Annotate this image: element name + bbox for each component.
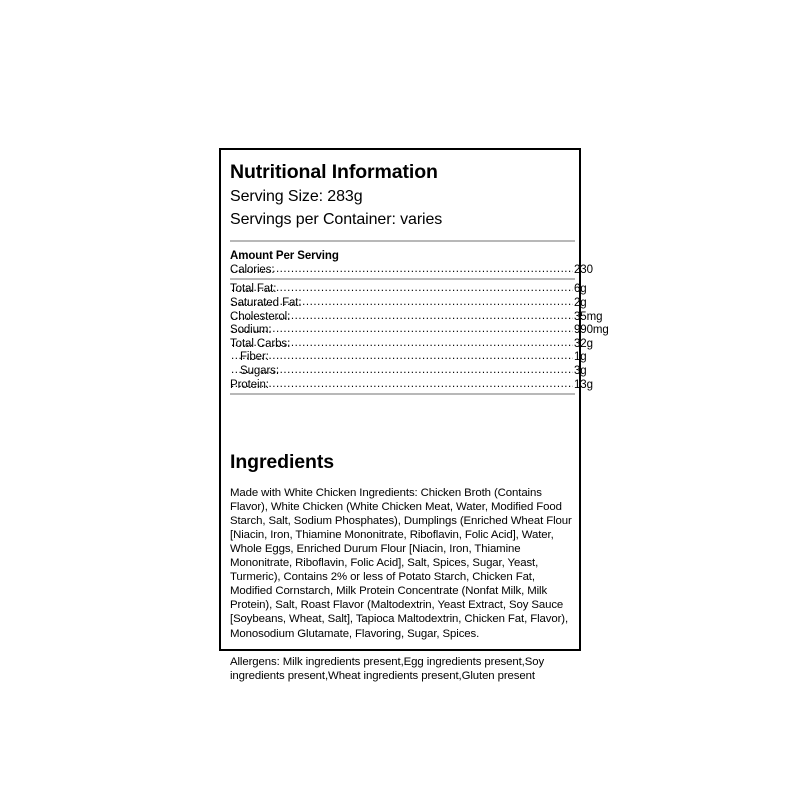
nutrient-value: 6g [574,283,587,296]
table-row [230,351,575,365]
ingredients-title: Ingredients [230,451,334,474]
divider-calories [230,278,575,280]
nutrient-value: 230 [574,263,593,276]
allergens-text: Allergens: Milk ingredients present,Egg ingredients present,Soy ingredients present,Wheat ingredients present,Gluten present [230,655,545,682]
amount-per-serving-heading: Amount Per Serving [230,250,339,263]
nutrient-value: 2g [574,297,587,310]
table-row [230,283,575,297]
nutrients-table [230,283,609,392]
nutrient-label: Total Fat: [230,283,277,296]
table-row [230,264,575,278]
nutrient-label: Fiber: [240,351,269,364]
table-row [230,379,575,393]
nutrient-label: Sodium: [230,324,272,337]
nutrient-value: 3g [574,365,587,378]
nutrient-value: 32g [574,337,593,350]
nutrients-table-body [230,283,609,392]
table-row [230,338,575,352]
table-row [230,365,575,379]
nutritional-information-title: Nutritional Information [230,161,438,183]
ingredients-section [230,451,571,683]
table-row [230,311,575,325]
table-row [230,324,575,338]
nutrient-label: Saturated Fat: [230,297,302,310]
table-row [230,297,575,311]
nutrition-facts-panel [219,148,609,682]
nutrient-label: Calories: [230,263,275,276]
nutrient-value: 13g [574,378,593,391]
nutrient-value: 1g [574,351,587,364]
divider-top [230,240,575,242]
nutrient-label: Protein: [230,378,269,391]
nutrient-label: Cholesterol: [230,310,291,323]
nutrient-label: Total Carbs: [230,337,291,350]
nutrient-value: 35mg [574,310,603,323]
nutrient-label: Sugars: [240,365,279,378]
ingredients-body-text: Made with White Chicken Ingredients: Chicken Broth (Contains Flavor), White Chicken (White Chicken Meat, Water, Modified Food Starch, Salt, Sodium Phosphates), Dumplings (Enriched Wheat Flour [Niacin, Iron, Thiamine Mononitrate, Riboflavin, Folic Acid], Water, Whole Eggs, Enriched Durum Flour [Niacin, Iron, Thiamine Mononitrate, Riboflavin, Folic Acid], Salt, Spices, Sugar, Yeast, Turmeric), Contains 2% or less of Potato Starch, Chicken Fat, Modified Cornstarch, Milk Protein Concentrate (Nonfat Milk, Milk Protein), Salt, Roast Flavor (Maltodextrin, Yeast Extract, Soy Sauce [Soybeans, Wheat, Salt], Tapioca Maltodextrin, Chicken Fat, Flavor), Monosodium Glutamate, Flavoring, Sugar, Spices. [230,486,572,640]
serving-size-text: Serving Size: 283g [230,187,363,205]
calories-table [230,263,593,278]
divider-bottom [230,393,575,395]
servings-per-container-text: Servings per Container: varies [230,210,443,228]
nutrient-value: 990mg [574,324,609,337]
